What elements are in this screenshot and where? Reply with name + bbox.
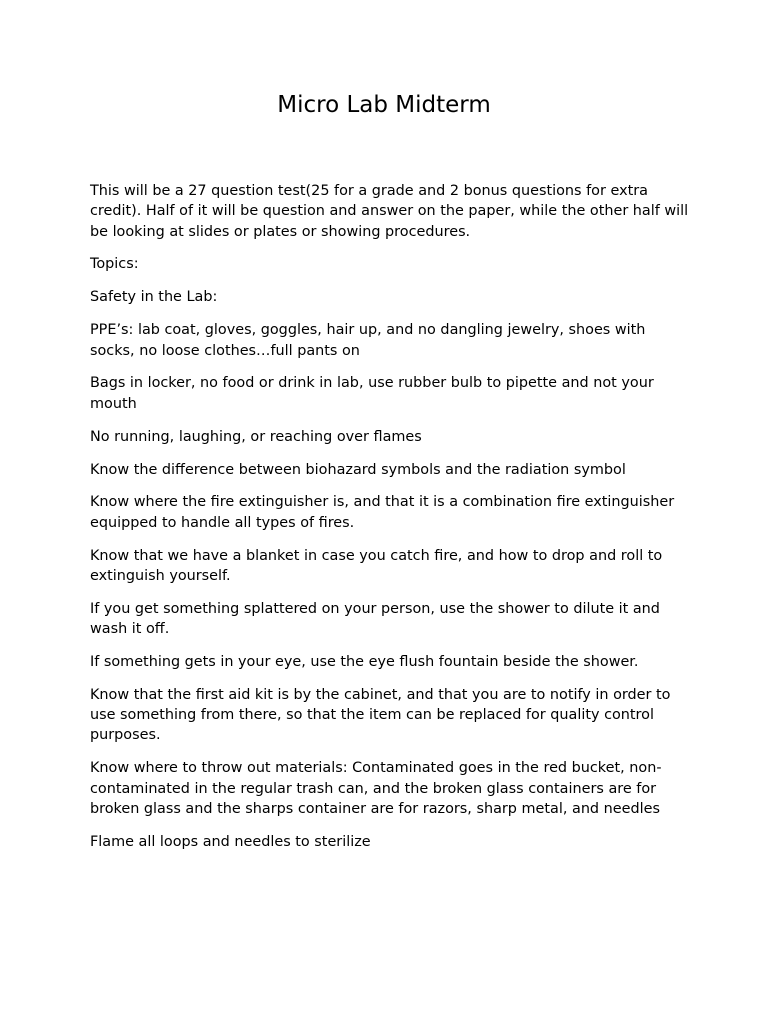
document-body: [90, 181, 690, 865]
paragraph-shower: If you get something splattered on your person, use the shower to dilute it and wash it off.: [90, 600, 660, 638]
paragraph-waste-disposal: Know where to throw out materials: Contaminated goes in the red bucket, non-contaminated in the regular trash can, and the broken glass containers are for broken glass and the sharps container are for razors, sharp metal, and needles: [90, 760, 662, 817]
paragraph-eye-flush: If something gets in your eye, use the eye flush fountain beside the shower.: [90, 653, 639, 670]
paragraph-bags-food: Bags in locker, no food or drink in lab, use rubber bulb to pipette and not your mouth: [90, 375, 654, 412]
paragraph-test-overview: This will be a 27 question test(25 for a grade and 2 bonus questions for extra credit). Half of it will be question and answer on the paper, while the other half will be looking at slides or plates or showing procedures.: [90, 183, 689, 240]
paragraph-fire-blanket: Know that we have a blanket in case you catch fire, and how to drop and roll to extinguish yourself.: [90, 547, 663, 584]
paragraph-no-running: No running, laughing, or reaching over flames: [90, 428, 422, 445]
paragraph-safety-heading: Safety in the Lab:: [90, 289, 218, 306]
paragraph-fire-extinguisher: Know where the fire extinguisher is, and that it is a combination fire extinguisher equipped to handle all types of fires.: [90, 494, 675, 531]
paragraph-first-aid: Know that the first aid kit is by the cabinet, and that you are to notify in order to use something from there, so that the item can be replaced for quality control purposes.: [90, 686, 671, 744]
paragraph-sterilize: Flame all loops and needles to sterilize: [90, 833, 371, 850]
document-title: Micro Lab Midterm: [277, 92, 491, 118]
paragraph-symbols: Know the difference between biohazard symbols and the radiation symbol: [90, 461, 626, 478]
paragraph-ppe: PPE’s: lab coat, gloves, goggles, hair up, and no dangling jewelry, shoes with socks, no loose clothes…full pants on: [90, 322, 646, 359]
paragraph-topics: Topics:: [90, 256, 139, 273]
